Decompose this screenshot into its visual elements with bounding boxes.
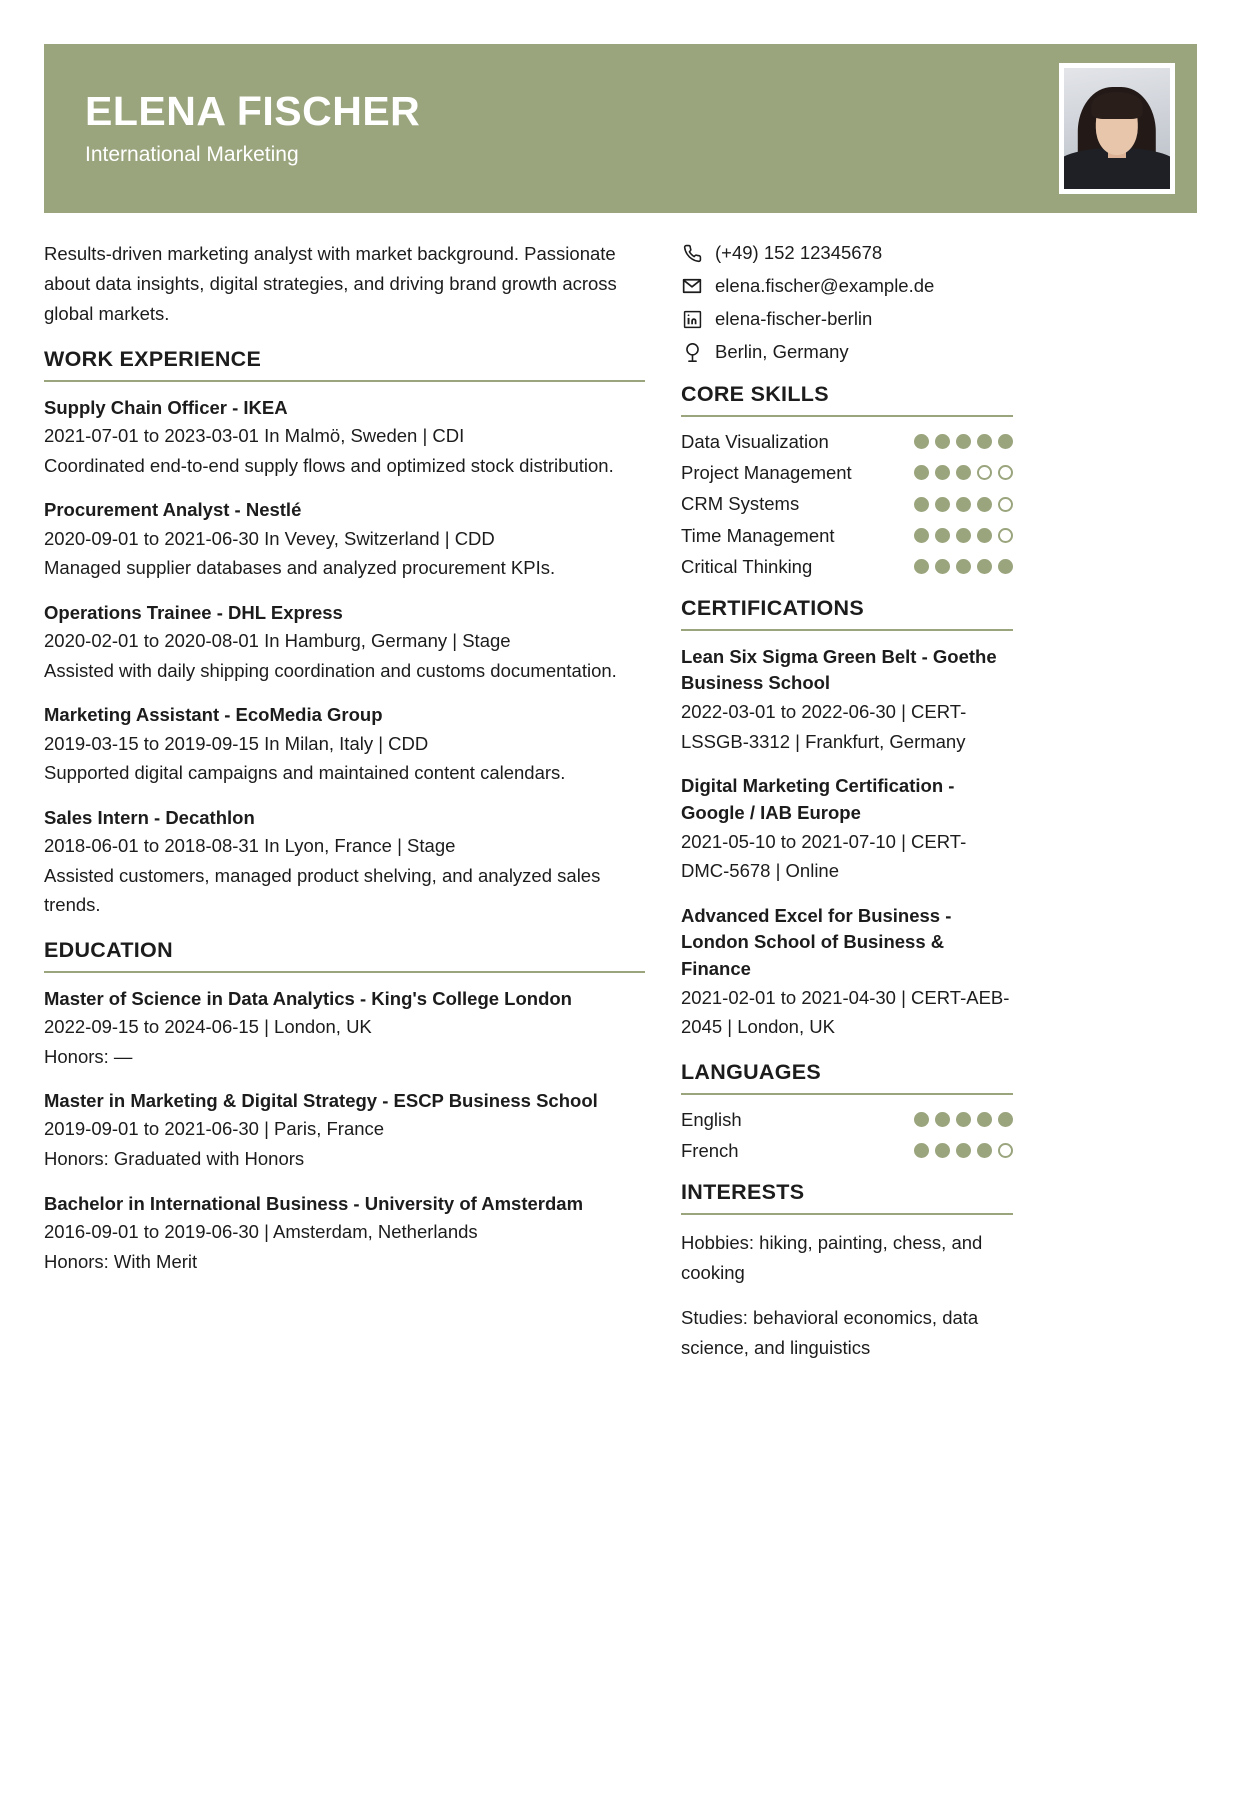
rating-dot (977, 497, 992, 512)
skill-rating (914, 528, 1013, 543)
skill-rating (914, 465, 1013, 480)
certification-entry (681, 773, 1013, 885)
section-title-interests: INTERESTS (681, 1180, 805, 1204)
work-entry-meta: 2020-09-01 to 2021-06-30 In Vevey, Switzerland | CDD (44, 527, 495, 549)
skill-label: Project Management (681, 462, 852, 484)
right-column (673, 239, 1013, 1378)
rating-dot (977, 1143, 992, 1158)
skill-label: Data Visualization (681, 431, 829, 453)
certification-title: Advanced Excel for Business - London School of Business & Finance (681, 904, 952, 979)
skill-rating (914, 434, 1013, 449)
work-entry (44, 395, 645, 480)
work-entry-desc: Assisted customers, managed product shelving, and analyzed sales trends. (44, 864, 601, 916)
work-entry-meta: 2019-03-15 to 2019-09-15 In Milan, Italy | CDD (44, 732, 429, 754)
language-rating (914, 1112, 1013, 1127)
skill-row (681, 555, 1013, 578)
resume-page (0, 44, 1241, 1798)
phone-icon (681, 242, 703, 264)
rating-dot (956, 1112, 971, 1127)
rating-dot (914, 559, 929, 574)
education-entry-title: Bachelor in International Business - University of Amsterdam (44, 1192, 584, 1214)
avatar (1059, 63, 1175, 194)
rating-dot (914, 497, 929, 512)
skill-row (681, 492, 1013, 515)
work-entry-title: Sales Intern - Decathlon (44, 806, 255, 828)
education-entry-meta: 2019-09-01 to 2021-06-30 | Paris, France (44, 1118, 385, 1140)
rating-dot (956, 1143, 971, 1158)
rating-dot (998, 1143, 1013, 1158)
rating-dot (935, 528, 950, 543)
resume-header (44, 44, 1197, 213)
section-title-work: WORK EXPERIENCE (44, 346, 262, 371)
skill-label: Critical Thinking (681, 555, 813, 577)
section-divider-education (44, 971, 645, 973)
language-rating (914, 1143, 1013, 1158)
education-entry (44, 986, 645, 1071)
work-entry-desc: Coordinated end-to-end supply flows and optimized stock distribution. (44, 454, 614, 476)
rating-dot (914, 1143, 929, 1158)
section-divider-work (44, 380, 645, 382)
certification-title: Digital Marketing Certification - Google / IAB Europe (681, 775, 955, 823)
contact-phone-value: (+49) 152 12345678 (715, 242, 883, 263)
contact-linkedin-value: elena-fischer-berlin (715, 308, 873, 330)
section-title-certifications: CERTIFICATIONS (681, 595, 864, 620)
languages-list (681, 1108, 1013, 1162)
certification-meta: 2021-05-10 to 2021-07-10 | CERT-DMC-5678 | Online (681, 830, 967, 882)
certification-title: Lean Six Sigma Green Belt - Goethe Business School (681, 645, 997, 694)
profile-photo (1064, 68, 1170, 189)
work-entry (44, 497, 645, 582)
language-label: French (681, 1139, 739, 1161)
skill-row (681, 524, 1013, 547)
work-entry-title: Procurement Analyst - Nestlé (44, 499, 302, 521)
contact-item-phone[interactable] (681, 241, 1013, 265)
left-column (44, 239, 673, 1378)
work-entry-title: Operations Trainee - DHL Express (44, 601, 343, 623)
education-entry-title: Master of Science in Data Analytics - King's College London (44, 987, 572, 1009)
rating-dot (935, 497, 950, 512)
job-title-subtitle: International Marketing (85, 143, 299, 167)
skills-list (681, 430, 1013, 578)
education-entry-honors: Honors: Graduated with Honors (44, 1148, 305, 1170)
rating-dot (935, 1112, 950, 1127)
education-entry-meta: 2022-09-15 to 2024-06-15 | London, UK (44, 1016, 372, 1038)
education-entry (44, 1088, 645, 1173)
photo-hair-front (1092, 92, 1143, 119)
rating-dot (956, 497, 971, 512)
certification-entry (681, 644, 1013, 756)
language-row (681, 1139, 1013, 1162)
contact-item-email[interactable] (681, 274, 1013, 298)
section-divider-skills (681, 415, 1013, 417)
rating-dot (956, 559, 971, 574)
rating-dot (998, 528, 1013, 543)
rating-dot (914, 1112, 929, 1127)
resume-body (44, 213, 1197, 1378)
rating-dot (977, 434, 992, 449)
work-entry-desc: Supported digital campaigns and maintained content calendars. (44, 762, 566, 784)
rating-dot (998, 497, 1013, 512)
page-title: ELENA FISCHER (85, 88, 421, 135)
language-row (681, 1108, 1013, 1131)
section-title-education: EDUCATION (44, 937, 173, 962)
contact-item-location[interactable] (681, 340, 1013, 364)
rating-dot (977, 528, 992, 543)
rating-dot (935, 465, 950, 480)
work-entry-title: Marketing Assistant - EcoMedia Group (44, 704, 383, 726)
rating-dot (956, 528, 971, 543)
education-entry-honors: Honors: With Merit (44, 1250, 198, 1272)
rating-dot (998, 559, 1013, 574)
interest-paragraph: Hobbies: hiking, painting, chess, and cooking (681, 1232, 983, 1283)
rating-dot (977, 559, 992, 574)
rating-dot (956, 465, 971, 480)
work-entry (44, 702, 645, 787)
contact-item-linkedin[interactable] (681, 307, 1013, 331)
work-entry (44, 600, 645, 685)
certification-entry (681, 903, 1013, 1042)
work-entry-title: Supply Chain Officer - IKEA (44, 396, 288, 418)
rating-dot (914, 434, 929, 449)
rating-dot (998, 434, 1013, 449)
education-entry-meta: 2016-09-01 to 2019-06-30 | Amsterdam, Netherlands (44, 1220, 478, 1242)
contact-email-value: elena.fischer@example.de (715, 275, 935, 297)
skill-row (681, 430, 1013, 453)
education-entry (44, 1191, 645, 1276)
email-icon (681, 275, 703, 297)
section-divider-certifications (681, 629, 1013, 631)
work-entry-desc: Managed supplier databases and analyzed procurement KPIs. (44, 557, 556, 579)
rating-dot (914, 465, 929, 480)
rating-dot (935, 434, 950, 449)
rating-dot (977, 465, 992, 480)
rating-dot (956, 434, 971, 449)
linkedin-icon (681, 308, 703, 330)
work-entry (44, 805, 645, 920)
skill-label: CRM Systems (681, 493, 800, 515)
section-title-skills: CORE SKILLS (681, 382, 829, 407)
rating-dot (998, 1112, 1013, 1127)
contact-location-value: Berlin, Germany (715, 341, 849, 363)
skill-label: Time Management (681, 524, 835, 546)
header-text-block (44, 89, 420, 167)
work-entry-desc: Assisted with daily shipping coordination and customs documentation. (44, 659, 617, 681)
rating-dot (977, 1112, 992, 1127)
work-entry-meta: 2020-02-01 to 2020-08-01 In Hamburg, Germany | Stage (44, 630, 511, 652)
rating-dot (914, 528, 929, 543)
certification-meta: 2022-03-01 to 2022-06-30 | CERT-LSSGB-3312 | Frankfurt, Germany (681, 701, 967, 752)
section-title-languages: LANGUAGES (681, 1059, 822, 1084)
location-icon (681, 341, 703, 363)
certification-meta: 2021-02-01 to 2021-04-30 | CERT-AEB-2045 | London, UK (681, 986, 1010, 1038)
education-entry-title: Master in Marketing & Digital Strategy - ESCP Business School (44, 1090, 598, 1112)
skill-rating (914, 559, 1013, 574)
section-divider-interests (681, 1213, 1013, 1215)
work-entry-meta: 2021-07-01 to 2023-03-01 In Malmö, Sweden | CDI (44, 425, 465, 447)
contact-list (681, 241, 1013, 364)
interest-paragraph: Studies: behavioral economics, data science, and linguistics (681, 1307, 979, 1358)
skill-rating (914, 497, 1013, 512)
rating-dot (935, 1143, 950, 1158)
section-divider-languages (681, 1093, 1013, 1095)
work-entry-meta: 2018-06-01 to 2018-08-31 In Lyon, France | Stage (44, 834, 456, 856)
rating-dot (998, 465, 1013, 480)
language-label: English (681, 1108, 742, 1130)
profile-summary: Results-driven marketing analyst with market background. Passionate about data insights, digital strategies, and driving brand growth across global markets. (44, 243, 617, 324)
rating-dot (935, 559, 950, 574)
skill-row (681, 461, 1013, 484)
education-entry-honors: Honors: — (44, 1045, 133, 1067)
